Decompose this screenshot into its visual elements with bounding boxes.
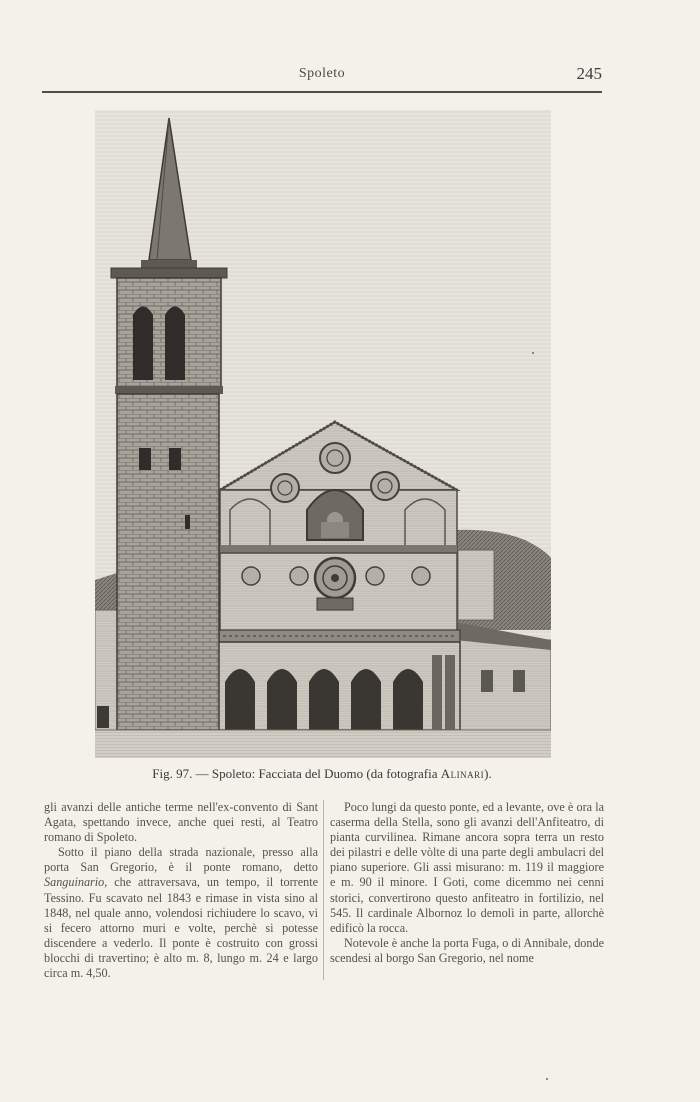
page-header [42, 62, 602, 90]
paragraph-text: Sotto il piano della strada nazionale, presso alla porta San Gregorio, è il ponte romano, detto [44, 845, 318, 875]
page-number: 245 [576, 64, 602, 83]
side-building [460, 640, 551, 740]
paper-speck [532, 352, 534, 354]
paragraph: Poco lungi da questo ponte, ed a levante, ove è ora la caserma della Stella, sono gli avanzi dell'Anfiteatro, di pianta curvilinea. Rimane ancora sopra terra un resto dei pilastri e delle vòlte di una parte degli ambulacri del piano superiore. Gli assi misurano: m. 119 il maggiore e m. 90 il minore. I Goti, come dicemmo nei cenni storici, convertirono questo anfiteatro in fortilizio, nel 545. Il cardinale Albornoz lo demolì in parte, allorchè edificò la rocca. [330, 800, 604, 935]
rose-window-top [320, 443, 350, 473]
paragraph: gli avanzi delle antiche terme nell'ex-convento di Sant Agata, spettando invece, anche quei resti, al Teatro romano di Spoleto. [44, 800, 318, 845]
figure-caption [42, 766, 602, 782]
belfry-window [133, 307, 153, 381]
central-rose-window [315, 558, 355, 598]
tower-shaft [117, 394, 219, 730]
figure-duomo-engraving [95, 110, 551, 758]
window [513, 670, 525, 692]
italic-term: Sanguinario [44, 875, 105, 890]
piazza [95, 730, 551, 758]
paper-speck [546, 1078, 548, 1080]
header-rule [42, 91, 602, 93]
side-house [458, 550, 494, 620]
string-course [220, 545, 457, 553]
paragraph [44, 845, 318, 981]
text-column-right [330, 800, 604, 966]
duomo-illustration [95, 110, 551, 758]
rose-window-left [271, 474, 299, 502]
doorway [97, 706, 109, 728]
paragraph-text: , che attraversava, un tempo, il torrente Tessino. Fu scavato nel 1843 e rimase in vista sino al 1848, nel quale anno, volendosi richiudere lo scavo, vi si fecero attorno muri e volte, perchè si potesse discendere a vederlo. Il ponte è costruito con grossi blocchi di travertino; è alto m. 8, lungo m. 24 e largo circa m. 4,50. [44, 875, 318, 981]
text-column-left [44, 800, 318, 981]
column-divider [323, 800, 324, 980]
caption-end: ). [484, 766, 492, 781]
caption-credit: Alinari [440, 766, 485, 781]
paragraph: Notevole è anche la porta Fuga, o di Annibale, donde scendesi al borgo San Gregorio, nel nome [330, 935, 604, 965]
window [481, 670, 493, 692]
caption-text: Fig. 97. — Spoleto: Facciata del Duomo (da fotografia [152, 766, 441, 781]
running-title: Spoleto [298, 66, 346, 81]
belfry-window [165, 307, 185, 381]
rose-window-right [371, 472, 399, 500]
